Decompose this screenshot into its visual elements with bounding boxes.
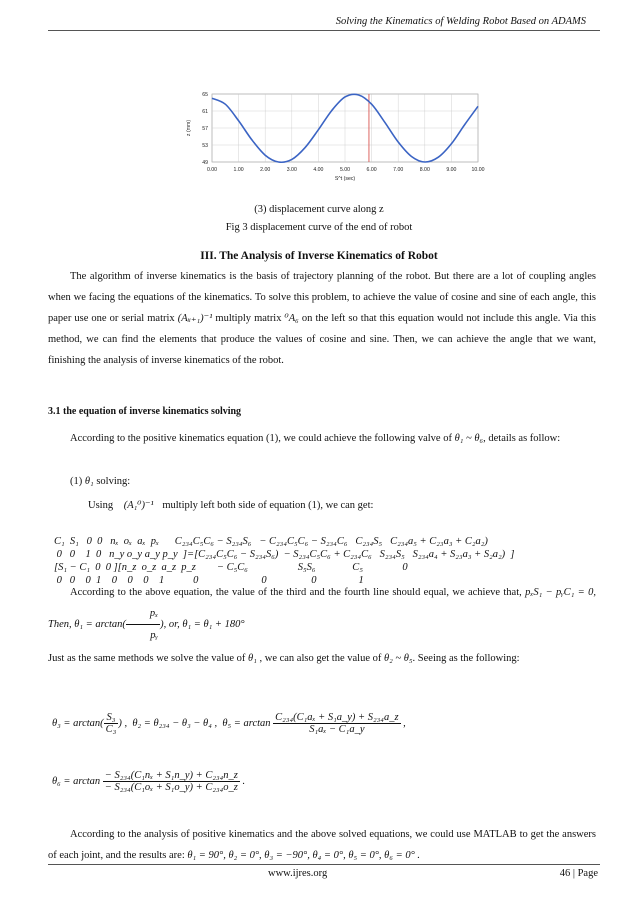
paragraph-intro-b: multiply matrix — [215, 313, 282, 324]
header-rule — [48, 30, 600, 31]
paragraph-same-method-a: Just as the same methods we solve the value of — [48, 653, 246, 664]
footer-url: www.ijres.org — [268, 868, 328, 879]
x-tick-label: 5.00 — [339, 167, 351, 173]
theta25-ref: θ₂ ~ θ₅ — [383, 653, 413, 664]
footer-rule — [48, 864, 600, 865]
x-tick-label: 1.00 — [233, 167, 244, 173]
y-tick-label: 57 — [202, 126, 208, 132]
paragraph-kinematics-b: , details as follow: — [483, 433, 561, 444]
matrix-equation: C₁ S₁ 0 0 nₓ oₓ aₓ pₓ C₂₃₄C₅C₆ − S₂₃₄S₆ − C₂₃₄C₅C₆ − S₂₃₄C₆ C₂₃₄S₅ C₂₃₄a₅ + C₂₃a₃ + C₂a₂) 0 0 1 0 n_y o_y a_y p_y ]=[C₂₃₄C₅C₆ − S₂₃₄S₆) − S₂₃₄C₅C₆ + C₂₃₄C₆ S₂₃₄S₅ S₂₃₄a₄ + S₂₃a₃ + S₂a₂) ] [S₁ − C₁ 0 0 ][n_z o_z a_z p_z − C₅C₆ S₅S₆ C₅ 0 0 0 0 1 0 0 0 1 0 0 0 1 — [54, 536, 515, 586]
paragraph-same-method-c: . Seeing as the following: — [412, 653, 520, 664]
x-tick-label: 4.00 — [313, 167, 324, 173]
section-title: III. The Analysis of Inverse Kinematics of Robot — [200, 250, 438, 262]
y-tick-label: 53 — [202, 143, 208, 149]
matrix-a6: ⁰A₆ — [284, 313, 299, 324]
joint-results: θ₁ = 90°, θ₂ = 0°, θ₃ = −90°, θ₄ = 0°, θ₅ = 0°, θ₆ = 0° . — [187, 850, 421, 861]
step-label: (1) — [70, 476, 83, 487]
paragraph-kinematics — [48, 428, 596, 449]
paragraph-intro — [48, 266, 596, 371]
paragraph-matlab-text: According to the analysis of positive kinematics and the above solved equations, we could use MATLAB to get the answers of each joint, and the results are: — [48, 829, 596, 861]
figure-caption: Fig 3 displacement curve of the end of robot — [225, 222, 413, 233]
theta-range: θ₁ ~ θ₆ — [454, 433, 484, 444]
paragraph-third-fourth-text: According to the above equation, the value of the third and the fourth line should equal, we achieve that, — [70, 587, 522, 598]
x-tick-label: 6.00 — [366, 167, 377, 173]
paragraph-kinematics-a: According to the positive kinematics equation (1), we could achieve the following valve of — [70, 433, 452, 444]
theta1-eq-b: ), or, θ₁ = θ₁ + 180° — [160, 618, 245, 630]
paragraph-matlab — [48, 824, 596, 866]
x-tick-label: 3.00 — [286, 167, 297, 173]
y-tick-label: 49 — [202, 160, 208, 166]
theta6-equation: θ₆ = arctan $\frac{\text{− S₂₃₄(C₁nₓ + S₁n\_y) + C₂₃₄n\_z}}{\text{− S₂₃₄(C₁oₓ + S₁o\_y) + C₂₃₄o\_z}}$ . — [52, 770, 246, 793]
x-tick-label: 0.00 — [206, 167, 218, 173]
px: pₓ — [126, 603, 160, 625]
paragraph-same-method-b: , we can also get the value of — [259, 653, 382, 664]
x-axis-label: S^t (sec) — [334, 176, 356, 182]
y-tick-label: 61 — [202, 109, 208, 115]
using-word: Using — [88, 500, 114, 511]
theta1-eq-a: pₓS₁ − pᵧC₁ = 0, Then, θ₁ = arctan( — [48, 587, 596, 630]
step-text: solving: — [96, 476, 131, 487]
x-tick-label: 9.00 — [446, 167, 457, 173]
step-one — [70, 476, 130, 487]
y-axis-label: z (mm) — [186, 119, 192, 137]
using-line — [88, 499, 373, 511]
paragraph-same-method — [48, 648, 596, 669]
paragraph-intro-a: The algorithm of inverse kinematics is the basis of trajectory planning of the robot. But there are a lot of coupling angles when we facing the equations of the kinematics. To solve this problem, to achieve the value of cosine and sine of each angle, this paper use one or serial matrix — [48, 271, 596, 324]
y-tick-label: 65 — [202, 92, 208, 98]
paragraph-intro-c: on the left so that this equation would not include this angle. Via this method, we can find the elements that produce the values of cosine and sine. Then, we can achieve the angle that we want, finishing the analysis of inverse kinematics of the robot. — [48, 313, 597, 366]
subsection-title: 3.1 the equation of inverse kinematics solving — [48, 406, 242, 417]
subfigure-caption: (3) displacement curve along z — [254, 204, 384, 215]
theta1-ref: θ₁ — [248, 653, 257, 664]
step-theta: θ₁ — [84, 476, 94, 487]
x-tick-label: 8.00 — [419, 167, 430, 173]
displacement-chart — [178, 88, 486, 192]
inverse-matrix: (A₁⁰)⁻¹ — [123, 500, 154, 511]
x-tick-label: 2.00 — [260, 167, 271, 173]
using-tail: multiply left both side of equation (1), we can get: — [162, 500, 374, 511]
running-header: Solving the Kinematics of Welding Robot Based on ADAMS — [335, 16, 586, 27]
py: pᵧ — [150, 630, 158, 641]
theta3-theta5-equations: θ₃ = arctan( $\frac{\text{S₃}}{\text{C₃}}$ ) , θ₂ = θ₂₃₄ − θ₃ − θ₄ , θ₅ = arctan $\frac{\text{C₂₃₄(C₁aₓ + S₁a\_y) + S₂₃₄a\_z}}{\text{S₁aₓ − C₁a\_y}}$ , — [52, 712, 406, 735]
paragraph-third-fourth — [48, 582, 596, 646]
serial-matrix: (Aᵢᵢ₊₁)⁻¹ — [177, 313, 213, 324]
x-tick-label: 7.00 — [393, 167, 404, 173]
footer-page: 46 | Page — [559, 868, 598, 879]
px-py-fraction — [126, 603, 160, 646]
x-tick-label: 10.00 — [471, 167, 485, 173]
